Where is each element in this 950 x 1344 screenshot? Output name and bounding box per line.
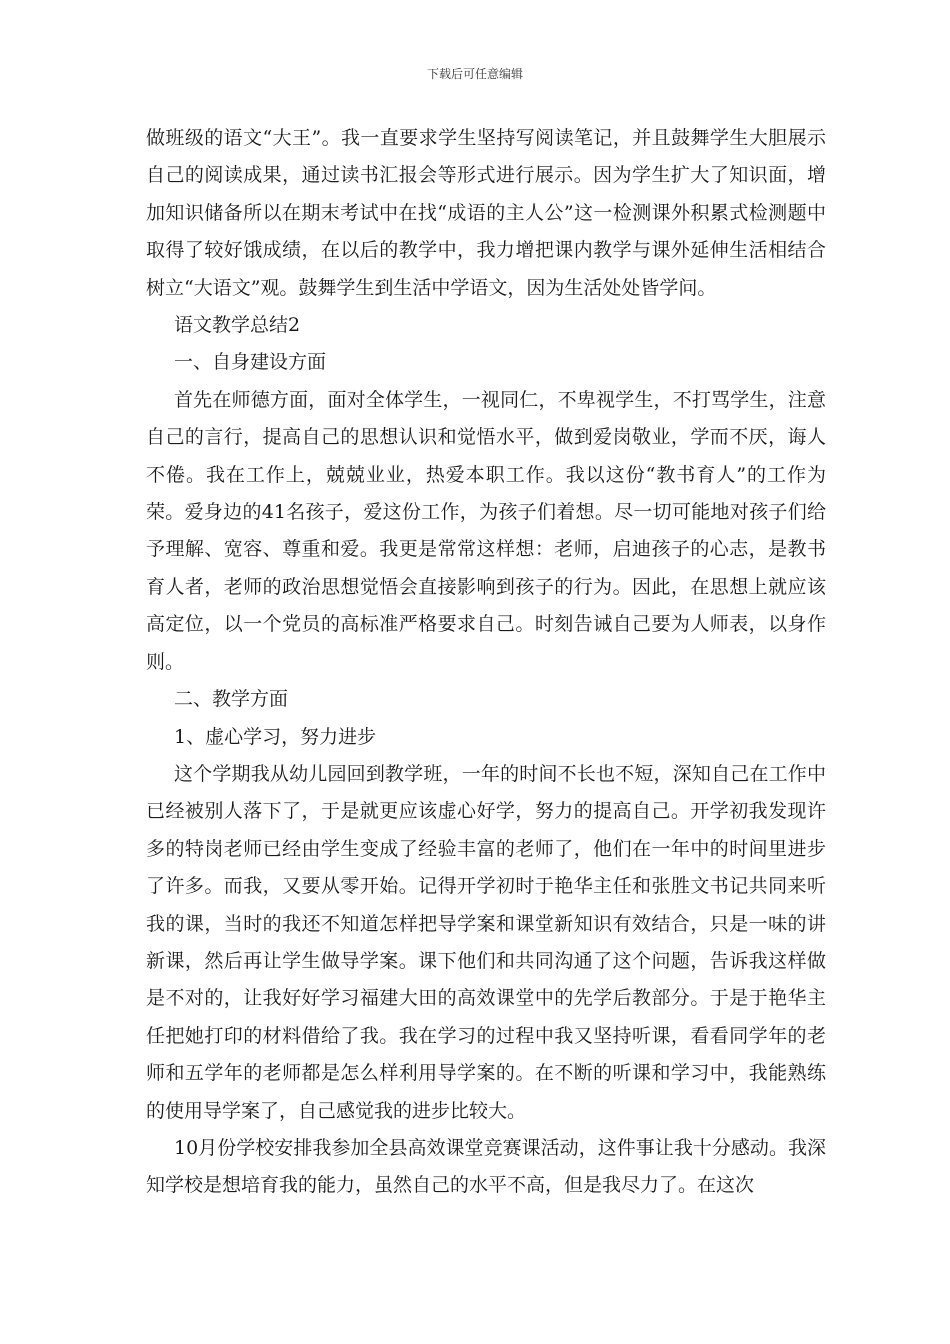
section-heading: 一、自身建设方面 bbox=[174, 351, 327, 374]
paragraph: 这个学期我从幼儿园回到教学班，一年的时间不长也不短，深知自己在工作中已经被别人落下了，于是就更应该虚心好学，努力的提高自己。开学初我发现许多的特岗老师已经由学生变成了经验丰富的老师了，他们在一年中的时间里进步了许多。而我，又要从零开始。记得开学初时于艳华主任和张胜文书记共同来听我的课，当时的我还不知道怎样把导学案和课堂新知识有效结合，只是一味的讲新课，然后再让学生做导学案。课下他们和共同沟通了这个问题，告诉我这样做是不对的，让我好好学习福建大田的高效课堂中的先学后教部分。于是于艳华主任把她打印的材料借给了我。我在学习的过程中我又坚持听课，看看同学年的老师和五学年的老师都是怎么样利用导学案的。在不断的听课和学习中，我能熟练的使用导学案了，自己感觉我的进步比较大。 bbox=[146, 762, 826, 1122]
paragraph: 做班级的语文“大王”。我一直要求学生坚持写阅读笔记，并且鼓舞学生大胆展示自己的阅读成果，通过读书汇报会等形式进行展示。因为学生扩大了知识面，增加知识储备所以在期末考试中在找“成语的主人公”这一检测课外积累式检测题中取得了较好饿成绩，在以后的教学中，我力增把课内教学与课外延伸生活相结合树立“大语文”观。鼓舞学生到生活中学语文，因为生活处处皆学问。 bbox=[146, 127, 826, 299]
paragraph: 10月份学校安排我参加全县高效课堂竞赛课活动，这件事让我十分感动。我深知学校是想培育我的能力，虽然自己的水平不高，但是我尽力了。在这次 bbox=[146, 1136, 826, 1197]
document-body bbox=[146, 120, 826, 1205]
subsection-heading: 1、虚心学习，努力进步 bbox=[174, 725, 377, 748]
section-heading: 二、教学方面 bbox=[174, 688, 289, 711]
paragraph: 首先在师德方面，面对全体学生，一视同仁，不卑视学生，不打骂学生，注意自己的言行，提高自己的思想认识和觉悟水平，做到爱岗敬业，学而不厌，诲人不倦。我在工作上，兢兢业业，热爱本职工作。我以这份“教书育人”的工作为荣。爱身边的41名孩子，爱这份工作，为孩子们着想。尽一切可能地对孩子们给予理解、宽容、尊重和爱。我更是常常这样想：老师，启迪孩子的心志，是教书育人者，老师的政治思想觉悟会直接影响到孩子的行为。因此，在思想上就应该高定位，以一个党员的高标准严格要求自己。时刻告诫自己要为人师表，以身作则。 bbox=[146, 388, 826, 673]
page-header: 下载后可任意编辑 bbox=[426, 67, 523, 81]
section-title: 语文教学总结2 bbox=[174, 314, 301, 337]
